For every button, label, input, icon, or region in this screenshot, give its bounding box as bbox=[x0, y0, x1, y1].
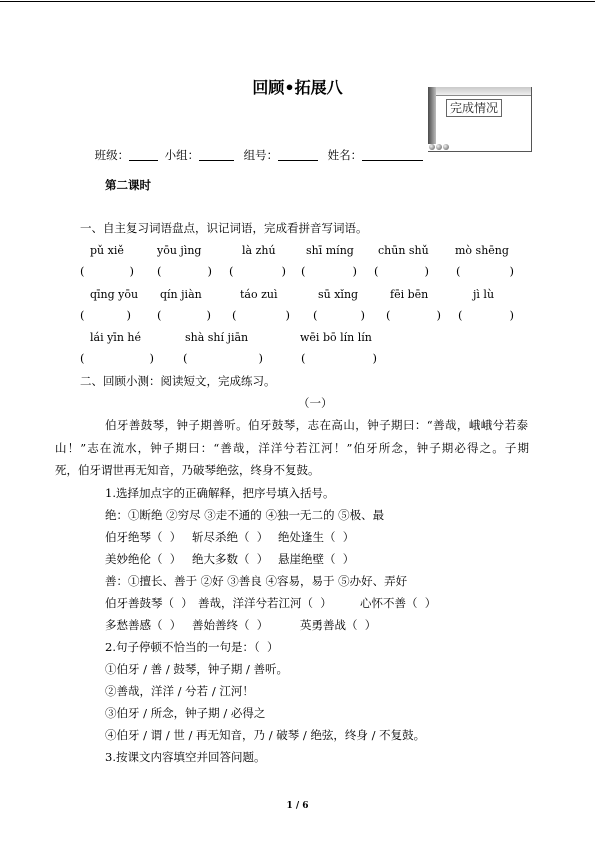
class-field bbox=[80, 134, 158, 176]
pinyin-item: sū xǐng bbox=[318, 288, 359, 301]
answer-blank bbox=[157, 308, 211, 322]
answer-blank bbox=[458, 308, 514, 322]
answer-blank bbox=[456, 264, 514, 278]
paren-close: ) bbox=[285, 308, 290, 322]
answer-blank bbox=[80, 264, 134, 278]
pinyin-item: mò shēng bbox=[455, 244, 509, 257]
exercise-item: 心怀不善（ ） bbox=[360, 596, 437, 610]
pinyin-item: qīng yōu bbox=[90, 288, 139, 301]
page-title: 回顾•拓展八 bbox=[252, 78, 343, 97]
answer-blank bbox=[301, 351, 377, 365]
question-2-option: ④伯牙 / 谓 / 世 / 再无知音，乃 / 破琴 / 绝弦，终身 / 不复鼓。 bbox=[105, 728, 426, 742]
exercise-item: 伯牙绝琴（ ） bbox=[105, 530, 182, 544]
name-field-label: 姓名： bbox=[327, 148, 363, 162]
paren-close: ) bbox=[436, 308, 441, 322]
paren-open: ( bbox=[229, 264, 234, 278]
paren-close: ) bbox=[424, 264, 429, 278]
shan-exercise-row-1 bbox=[0, 596, 595, 610]
paren-open: ( bbox=[80, 351, 85, 365]
question-1-prompt: 1.选择加点字的正确解释，把序号填入括号。 bbox=[105, 486, 335, 500]
answer-blank bbox=[386, 308, 441, 322]
exercise-item: 多愁善感（ ） bbox=[105, 618, 182, 632]
pinyin-item: táo zuì bbox=[240, 288, 278, 301]
exercise-item: 悬崖绝壁（ ） bbox=[278, 552, 355, 566]
pinyin-item: qín jiàn bbox=[160, 288, 202, 301]
pinyin-item: shà shí jiān bbox=[185, 331, 249, 344]
paren-close: ) bbox=[207, 264, 212, 278]
stamp-sidebar bbox=[428, 87, 436, 144]
jue-exercise-row-2 bbox=[0, 552, 595, 566]
name-field bbox=[313, 134, 423, 176]
completion-status-label: 完成情况 bbox=[446, 99, 502, 117]
pinyin-row-3 bbox=[0, 331, 595, 345]
answer-blank bbox=[301, 264, 357, 278]
paren-close: ) bbox=[352, 264, 357, 278]
paren-open: ( bbox=[301, 264, 306, 278]
exercise-item: 美妙绝伦（ ） bbox=[105, 552, 182, 566]
paren-open: ( bbox=[232, 308, 237, 322]
exercise-item: 善哉，洋洋兮若江河（ ） bbox=[198, 596, 332, 610]
jue-exercise-row-1 bbox=[0, 530, 595, 544]
section1-heading: 一、自主复习词语盘点，识记词语，完成看拼音写词语。 bbox=[80, 221, 368, 235]
exercise-item: 善始善终（ ） bbox=[192, 618, 269, 632]
exercise-item: 英勇善战（ ） bbox=[300, 618, 377, 632]
pinyin-item: là zhú bbox=[242, 244, 276, 257]
answer-blank bbox=[229, 264, 286, 278]
pinyin-item: shī míng bbox=[306, 244, 354, 257]
answer-blank bbox=[232, 308, 290, 322]
answer-blank bbox=[313, 308, 365, 322]
paren-open: ( bbox=[80, 264, 85, 278]
paren-close: ) bbox=[360, 308, 365, 322]
paren-open: ( bbox=[183, 351, 188, 365]
paren-open: ( bbox=[301, 351, 306, 365]
question-2-option: ①伯牙 / 善 / 鼓琴，钟子期 / 善听。 bbox=[105, 662, 289, 676]
exercise-item: 绝大多数（ ） bbox=[192, 552, 269, 566]
pinyin-row-2 bbox=[0, 288, 595, 302]
paren-close: ) bbox=[509, 308, 514, 322]
answer-blank-row-3 bbox=[0, 351, 595, 365]
paren-open: ( bbox=[374, 264, 379, 278]
answer-blank-row-2 bbox=[0, 308, 595, 322]
paren-open: ( bbox=[458, 308, 463, 322]
pinyin-item: pǔ xiě bbox=[90, 244, 124, 257]
shan-exercise-row-2 bbox=[0, 618, 595, 632]
paren-close: ) bbox=[126, 308, 131, 322]
question-3-prompt: 3.按课文内容填空并回答问题。 bbox=[105, 750, 266, 764]
pinyin-item: chūn shǔ bbox=[378, 244, 429, 257]
stamp-topbar bbox=[436, 87, 531, 96]
question-2-prompt: 2.句子停顿不恰当的一句是：（ ） bbox=[105, 640, 279, 654]
group-field bbox=[150, 134, 234, 176]
name-blank bbox=[362, 149, 423, 161]
paren-open: ( bbox=[313, 308, 318, 322]
answer-blank bbox=[183, 351, 263, 365]
paren-close: ) bbox=[372, 351, 377, 365]
class-field-label: 班级： bbox=[94, 148, 130, 162]
question-2-option: ③伯牙 / 所念，钟子期 / 必得之 bbox=[105, 706, 266, 720]
passage-label: （一） bbox=[298, 396, 333, 410]
question-2-option: ②善哉，洋洋 / 兮若 / 江河！ bbox=[105, 684, 254, 698]
paren-close: ) bbox=[129, 264, 134, 278]
pinyin-item: wēi bō lín lín bbox=[300, 331, 372, 344]
page-number: 1 / 6 bbox=[286, 801, 309, 811]
group-field-label: 小组： bbox=[164, 148, 200, 162]
pinyin-item: fēi bēn bbox=[390, 288, 429, 301]
exercise-item: 斩尽杀绝（ ） bbox=[192, 530, 269, 544]
paren-open: ( bbox=[157, 308, 162, 322]
group-number-field bbox=[229, 134, 318, 176]
exercise-item: 绝处逢生（ ） bbox=[278, 530, 355, 544]
pinyin-item: yōu jìng bbox=[157, 244, 202, 257]
answer-blank bbox=[80, 308, 131, 322]
lesson-label: 第二课时 bbox=[105, 178, 151, 192]
group-number-field-label: 组号： bbox=[243, 148, 279, 162]
stamp-dots bbox=[429, 144, 449, 150]
pinyin-item: jì lù bbox=[473, 288, 495, 301]
section2-heading: 二、回顾小测：阅读短文，完成练习。 bbox=[80, 374, 276, 388]
paren-close: ) bbox=[281, 264, 286, 278]
shan-meanings: 善：①擅长、善于 ②好 ③善良 ④容易，易于 ⑤办好、弄好 bbox=[105, 574, 408, 588]
answer-blank bbox=[374, 264, 429, 278]
answer-blank bbox=[80, 351, 154, 365]
pinyin-row-1 bbox=[0, 244, 595, 258]
paren-open: ( bbox=[157, 264, 162, 278]
exercise-item: 伯牙善鼓琴（ ） bbox=[105, 596, 193, 610]
paren-close: ) bbox=[258, 351, 263, 365]
paren-close: ) bbox=[509, 264, 514, 278]
pinyin-item: lái yīn hé bbox=[90, 331, 141, 344]
paren-close: ) bbox=[206, 308, 211, 322]
top-rule bbox=[0, 1, 595, 2]
paren-open: ( bbox=[386, 308, 391, 322]
jue-meanings: 绝：①断绝 ②穷尽 ③走不通的 ④独一无二的 ⑤极、最 bbox=[105, 508, 385, 522]
paren-close: ) bbox=[149, 351, 154, 365]
paren-open: ( bbox=[80, 308, 85, 322]
answer-blank-row-1 bbox=[0, 264, 595, 278]
completion-status-box bbox=[428, 87, 532, 152]
answer-blank bbox=[157, 264, 212, 278]
passage-line: 伯牙善鼓琴，钟子期善听。伯牙鼓琴，志在高山，钟子期曰：“善哉，峨峨兮若泰 bbox=[105, 418, 528, 432]
paren-open: ( bbox=[456, 264, 461, 278]
passage-line: 死，伯牙谓世再无知音，乃破琴绝弦，终身不复鼓。 bbox=[55, 463, 320, 477]
passage-line: 山！”志在流水，钟子期曰：“善哉，洋洋兮若江河！”伯牙所念，钟子期必得之。子期 bbox=[55, 441, 529, 455]
